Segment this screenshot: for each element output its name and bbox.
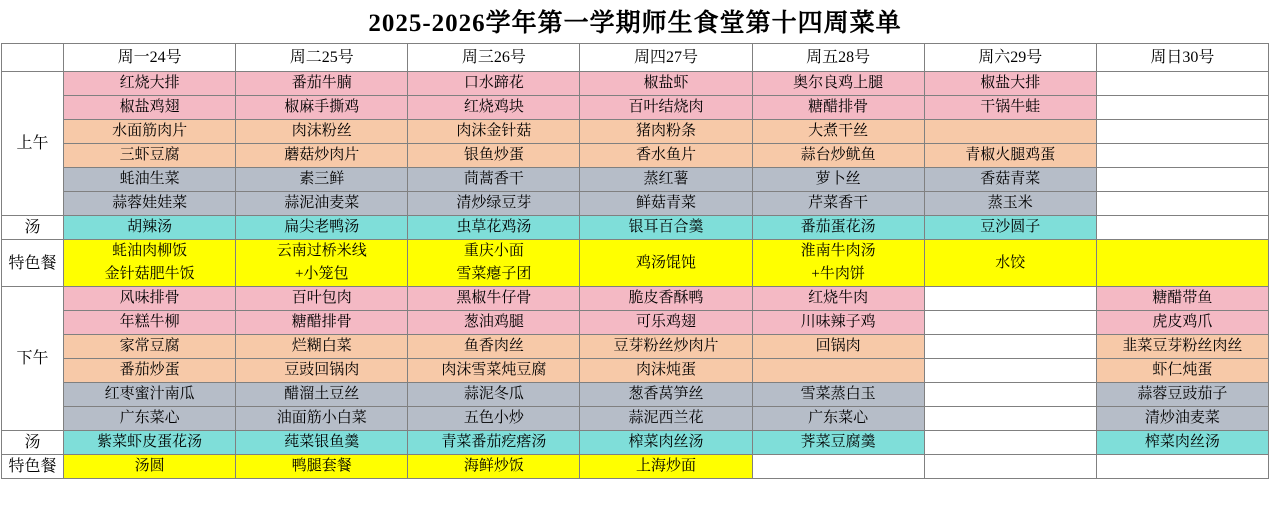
menu-cell: 蘑菇炒肉片 — [236, 144, 408, 168]
menu-cell: 榨菜肉丝汤 — [1096, 431, 1268, 455]
table-row — [2, 311, 1269, 335]
menu-cell: 清炒绿豆芽 — [408, 192, 580, 216]
row-label-morning: 上午 — [2, 72, 64, 216]
menu-cell — [1096, 216, 1268, 240]
menu-cell — [1096, 72, 1268, 96]
menu-cell — [1096, 120, 1268, 144]
menu-cell: 红烧鸡块 — [408, 96, 580, 120]
menu-cell: 广东菜心 — [752, 407, 924, 431]
menu-cell: 香水鱼片 — [580, 144, 752, 168]
menu-cell-line2: 雪菜瘪子团 — [456, 266, 532, 282]
menu-cell: 肉沫金针菇 — [408, 120, 580, 144]
menu-cell-line1: 云南过桥米线 — [276, 243, 367, 259]
menu-cell: 虫草花鸡汤 — [408, 216, 580, 240]
table-row — [2, 96, 1269, 120]
menu-cell: 肉沫粉丝 — [236, 120, 408, 144]
menu-cell: 银耳百合羹 — [580, 216, 752, 240]
menu-cell: 川味辣子鸡 — [752, 311, 924, 335]
menu-cell — [752, 455, 924, 479]
row-label-special-afternoon: 特色餐 — [2, 455, 64, 479]
menu-cell: 糖醋排骨 — [236, 311, 408, 335]
menu-cell — [1096, 168, 1268, 192]
table-row — [2, 120, 1269, 144]
menu-cell: 汤圆 — [64, 455, 236, 479]
menu-cell: 椒盐虾 — [580, 72, 752, 96]
menu-cell: 蒜泥西兰花 — [580, 407, 752, 431]
menu-cell: 肉沫炖蛋 — [580, 359, 752, 383]
table-row — [2, 335, 1269, 359]
menu-cell: 鲜菇青菜 — [580, 192, 752, 216]
menu-cell: 茼蒿香干 — [408, 168, 580, 192]
menu-cell: 萝卜丝 — [752, 168, 924, 192]
menu-cell: 蚝油生菜 — [64, 168, 236, 192]
table-row-special-afternoon — [2, 455, 1269, 479]
menu-cell: 可乐鸡翅 — [580, 311, 752, 335]
menu-cell: 鸭腿套餐 — [236, 455, 408, 479]
table-row — [2, 407, 1269, 431]
row-label-special-morning: 特色餐 — [2, 240, 64, 287]
menu-cell: 番茄炒蛋 — [64, 359, 236, 383]
table-row — [2, 192, 1269, 216]
menu-cell: 蒸玉米 — [924, 192, 1096, 216]
menu-cell: 莼菜银鱼羹 — [236, 431, 408, 455]
header-day-sun: 周日30号 — [1096, 44, 1268, 72]
table-row — [2, 287, 1269, 311]
menu-cell: 番茄牛腩 — [236, 72, 408, 96]
menu-cell-line2: +牛肉饼 — [811, 266, 865, 282]
menu-cell: 番茄蛋花汤 — [752, 216, 924, 240]
menu-cell: 红烧大排 — [64, 72, 236, 96]
menu-cell — [1096, 144, 1268, 168]
menu-cell-special — [580, 240, 752, 287]
menu-cell — [924, 383, 1096, 407]
row-label-afternoon: 下午 — [2, 287, 64, 431]
table-row — [2, 383, 1269, 407]
menu-cell: 黑椒牛仔骨 — [408, 287, 580, 311]
menu-cell: 青椒火腿鸡蛋 — [924, 144, 1096, 168]
header-corner — [2, 44, 64, 72]
menu-cell-special — [1096, 240, 1268, 287]
menu-cell: 韭菜豆芽粉丝肉丝 — [1096, 335, 1268, 359]
menu-cell: 家常豆腐 — [64, 335, 236, 359]
menu-cell: 椒盐大排 — [924, 72, 1096, 96]
menu-cell: 香菇青菜 — [924, 168, 1096, 192]
menu-cell: 醋溜土豆丝 — [236, 383, 408, 407]
menu-cell-line1: 淮南牛肉汤 — [800, 243, 876, 259]
menu-cell: 椒盐鸡翅 — [64, 96, 236, 120]
menu-cell: 糖醋带鱼 — [1096, 287, 1268, 311]
menu-cell: 红枣蜜汁南瓜 — [64, 383, 236, 407]
table-row-special-morning — [2, 240, 1269, 287]
menu-cell: 蒸红薯 — [580, 168, 752, 192]
menu-cell — [1096, 96, 1268, 120]
menu-cell: 葱油鸡腿 — [408, 311, 580, 335]
menu-cell: 清炒油麦菜 — [1096, 407, 1268, 431]
menu-cell: 豆芽粉丝炒肉片 — [580, 335, 752, 359]
menu-cell: 年糕牛柳 — [64, 311, 236, 335]
menu-cell — [924, 311, 1096, 335]
menu-cell: 蒜泥冬瓜 — [408, 383, 580, 407]
menu-cell: 回锅肉 — [752, 335, 924, 359]
menu-cell: 蒜蓉娃娃菜 — [64, 192, 236, 216]
menu-cell: 雪菜蒸白玉 — [752, 383, 924, 407]
menu-cell: 葱香莴笋丝 — [580, 383, 752, 407]
menu-cell-line2: 金针菇肥牛饭 — [104, 266, 195, 282]
menu-cell: 青菜番茄疙瘩汤 — [408, 431, 580, 455]
menu-cell-special — [924, 240, 1096, 287]
menu-cell: 烂糊白菜 — [236, 335, 408, 359]
menu-cell: 荠菜豆腐羹 — [752, 431, 924, 455]
menu-cell: 榨菜肉丝汤 — [580, 431, 752, 455]
menu-cell: 糖醋排骨 — [752, 96, 924, 120]
menu-cell-line1: 水饺 — [995, 254, 1026, 271]
menu-cell — [1096, 192, 1268, 216]
table-header-row — [2, 44, 1269, 72]
menu-cell: 蒜蓉豆豉茄子 — [1096, 383, 1268, 407]
menu-cell: 虾仁炖蛋 — [1096, 359, 1268, 383]
menu-cell: 椒麻手撕鸡 — [236, 96, 408, 120]
menu-table — [1, 43, 1269, 479]
menu-cell-line1: 鸡汤馄饨 — [635, 254, 696, 271]
menu-cell — [924, 455, 1096, 479]
table-row — [2, 168, 1269, 192]
menu-cell: 百叶包肉 — [236, 287, 408, 311]
menu-cell: 风味排骨 — [64, 287, 236, 311]
menu-cell: 油面筋小白菜 — [236, 407, 408, 431]
menu-cell: 脆皮香酥鸭 — [580, 287, 752, 311]
menu-cell: 肉沫雪菜炖豆腐 — [408, 359, 580, 383]
menu-cell: 大煮干丝 — [752, 120, 924, 144]
page-title: 2025-2026学年第一学期师生食堂第十四周菜单 — [368, 10, 902, 37]
menu-cell — [752, 359, 924, 383]
menu-cell-line1: 重庆小面 — [463, 243, 524, 259]
menu-cell: 蒜泥油麦菜 — [236, 192, 408, 216]
menu-cell: 猪肉粉条 — [580, 120, 752, 144]
table-row-soup-morning — [2, 216, 1269, 240]
menu-cell: 百叶结烧肉 — [580, 96, 752, 120]
header-day-thu: 周四27号 — [580, 44, 752, 72]
menu-cell: 五色小炒 — [408, 407, 580, 431]
menu-cell-line1: 蚝油肉柳饭 — [112, 243, 188, 259]
header-day-wed: 周三26号 — [408, 44, 580, 72]
menu-cell: 豆沙圆子 — [924, 216, 1096, 240]
menu-cell-special — [408, 240, 580, 287]
menu-cell — [924, 407, 1096, 431]
menu-cell: 鱼香肉丝 — [408, 335, 580, 359]
menu-cell — [924, 431, 1096, 455]
menu-cell-special — [752, 240, 924, 287]
menu-cell: 芹菜香干 — [752, 192, 924, 216]
header-day-sat: 周六29号 — [924, 44, 1096, 72]
menu-cell: 胡辣汤 — [64, 216, 236, 240]
table-row — [2, 144, 1269, 168]
menu-cell-line2: +小笼包 — [295, 266, 349, 282]
menu-cell — [924, 359, 1096, 383]
menu-cell — [1096, 455, 1268, 479]
menu-cell: 口水蹄花 — [408, 72, 580, 96]
menu-cell: 扁尖老鸭汤 — [236, 216, 408, 240]
menu-cell: 水面筋肉片 — [64, 120, 236, 144]
menu-cell: 紫菜虾皮蛋花汤 — [64, 431, 236, 455]
menu-cell — [924, 287, 1096, 311]
row-label-soup-morning: 汤 — [2, 216, 64, 240]
menu-cell: 三虾豆腐 — [64, 144, 236, 168]
menu-cell-special — [64, 240, 236, 287]
table-row-soup-afternoon — [2, 431, 1269, 455]
menu-cell: 银鱼炒蛋 — [408, 144, 580, 168]
menu-cell: 上海炒面 — [580, 455, 752, 479]
table-row — [2, 72, 1269, 96]
menu-cell: 红烧牛肉 — [752, 287, 924, 311]
menu-cell: 广东菜心 — [64, 407, 236, 431]
menu-cell — [924, 120, 1096, 144]
menu-cell — [924, 335, 1096, 359]
table-row — [2, 359, 1269, 383]
header-day-fri: 周五28号 — [752, 44, 924, 72]
menu-cell: 豆豉回锅肉 — [236, 359, 408, 383]
menu-cell: 海鲜炒饭 — [408, 455, 580, 479]
header-day-tue: 周二25号 — [236, 44, 408, 72]
menu-cell: 干锅牛蛙 — [924, 96, 1096, 120]
menu-cell: 素三鲜 — [236, 168, 408, 192]
menu-cell-special — [236, 240, 408, 287]
header-day-mon: 周一24号 — [64, 44, 236, 72]
menu-cell: 虎皮鸡爪 — [1096, 311, 1268, 335]
row-label-soup-afternoon: 汤 — [2, 431, 64, 455]
menu-cell: 蒜台炒鱿鱼 — [752, 144, 924, 168]
menu-cell: 奥尔良鸡上腿 — [752, 72, 924, 96]
